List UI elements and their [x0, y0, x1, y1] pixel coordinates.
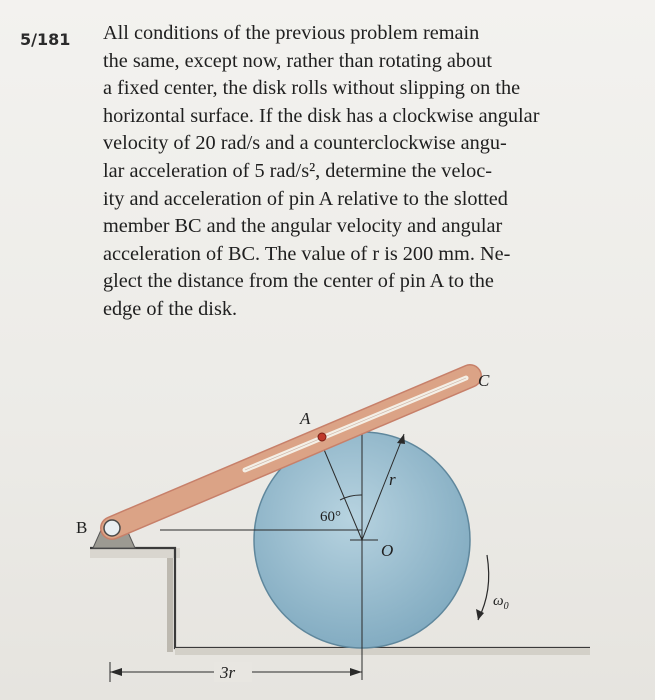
problem-line: All conditions of the previous problem remain — [103, 22, 480, 44]
problem-line: glect the distance from the center of pin A to the — [103, 270, 494, 293]
dimension-arrow-left — [110, 668, 122, 676]
problem-line: edge of the disk. — [103, 297, 238, 320]
label-a: A — [300, 409, 311, 428]
label-o: O — [381, 541, 394, 560]
omega-arrowhead — [476, 609, 484, 620]
label-b: B — [76, 518, 88, 537]
label-c: C — [478, 371, 490, 390]
problem-line: lar acceleration of 5 rad/s², determine the veloc- — [103, 159, 492, 182]
label-r: r — [389, 470, 396, 489]
problem-line: a fixed center, the disk rolls without slipping on the — [103, 77, 521, 100]
problem-number: 5/181 — [20, 30, 71, 49]
problem-line: the same, except now, rather than rotating about — [103, 49, 492, 72]
dimension-arrow-right — [350, 668, 362, 676]
pin-a — [318, 433, 326, 441]
omega-arrow — [478, 555, 489, 620]
problem-line: acceleration of BC. The value of r is 200 mm. Ne- — [103, 242, 511, 265]
label-angle: 60° — [320, 509, 341, 525]
problem-line: horizontal surface. If the disk has a clockwise angular — [103, 104, 540, 127]
problem-line: velocity of 20 rad/s and a counterclockwise angu- — [103, 132, 507, 155]
label-dimension: 3r — [220, 663, 236, 682]
problem-line: member BC and the angular velocity and angular — [103, 215, 503, 238]
label-omega: $\omega_0$ — [493, 593, 509, 612]
pivot-pin-b — [104, 520, 120, 536]
problem-line: ity and acceleration of pin A relative to the slotted — [103, 187, 508, 210]
